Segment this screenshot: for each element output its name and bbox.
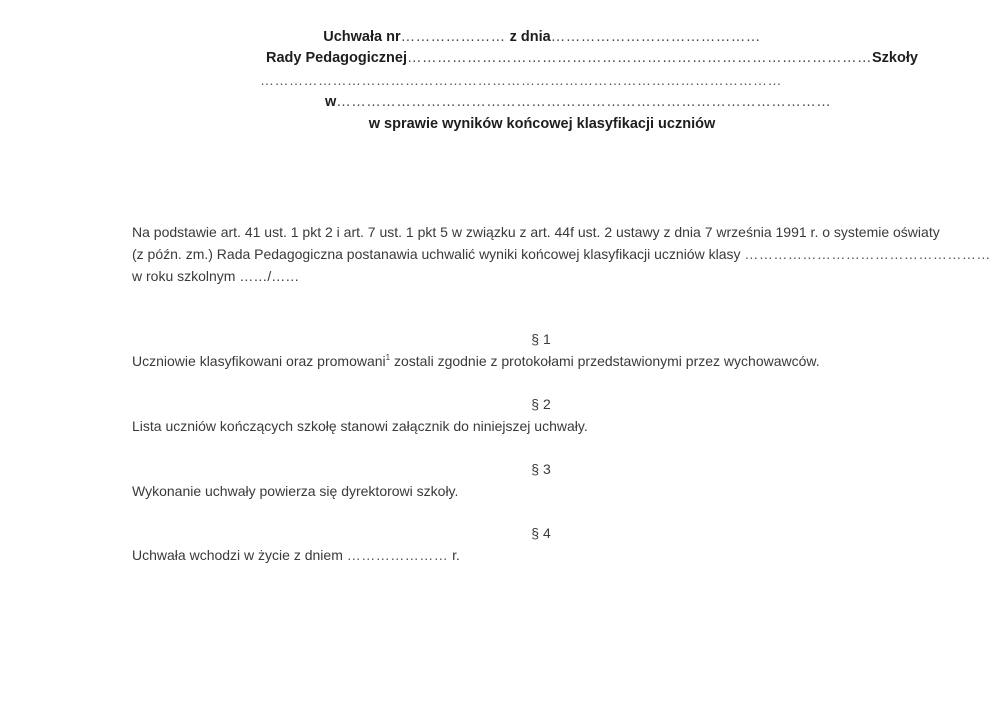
section-text-4: Uchwała wchodzi w życie z dniem ………………… r. [132, 547, 460, 563]
resolution-label: Uchwała nr [323, 29, 401, 45]
place-field[interactable]: ……………………………………………………………………………………… [336, 94, 832, 110]
header-line-blank [260, 72, 782, 88]
section-text-1: Uczniowie klasyfikowani oraz promowani$^1$ zostali zgodnie z protokołami przedstawionymi przez wychowawców. [132, 353, 820, 369]
council-label: Rady Pedagogicznej [266, 50, 408, 66]
date-label: z dnia [509, 29, 551, 45]
council-field[interactable]: ………………………………………………………………………………… [407, 50, 873, 66]
preamble-line-1: Na podstawie art. 41 ust. 1 pkt 2 i art. 7 ust. 1 pkt 5 w związku z art. 44f ust. 2 ustawy z dnia 7 września 1991 r. o systemie oświaty [132, 224, 940, 240]
school-name-field[interactable]: ……………………………………………………………………………………………… [260, 72, 782, 88]
section-text-2: Lista uczniów kończących szkołę stanowi załącznik do niniejszej uchwały. [132, 418, 588, 434]
date-field[interactable]: …………………………………… [550, 29, 761, 45]
preamble-line-2: (z późn. zm.) Rada Pedagogiczna postanawia uchwalić wyniki końcowej klasyfikacji uczniów klasy …………………………………………… [132, 246, 991, 262]
header-line-place [325, 94, 831, 110]
school-label: Szkoły [872, 50, 918, 66]
effective-date-field[interactable]: ………………… [346, 547, 449, 563]
section-mark-2: § 2 [531, 396, 551, 412]
preamble-line-3[interactable]: w roku szkolnym ……/…… [132, 268, 300, 284]
resolution-number-field[interactable]: ………………… [400, 29, 506, 45]
header-line-council [266, 50, 918, 66]
preamble-paragraph [132, 221, 991, 287]
resolution-subject: w sprawie wyników końcowej klasyfikacji uczniów [368, 116, 716, 132]
class-field[interactable]: …………………………………………… [744, 246, 991, 262]
section-mark-4: § 4 [531, 525, 551, 541]
header-line-resolution [0, 29, 1000, 45]
footnote-marker: 1 [385, 353, 391, 362]
section-text-3: Wykonanie uchwały powierza się dyrektorowi szkoły. [132, 483, 459, 499]
place-label: w [325, 94, 337, 110]
section-mark-3: § 3 [531, 461, 551, 477]
section-mark-1: § 1 [531, 331, 551, 347]
